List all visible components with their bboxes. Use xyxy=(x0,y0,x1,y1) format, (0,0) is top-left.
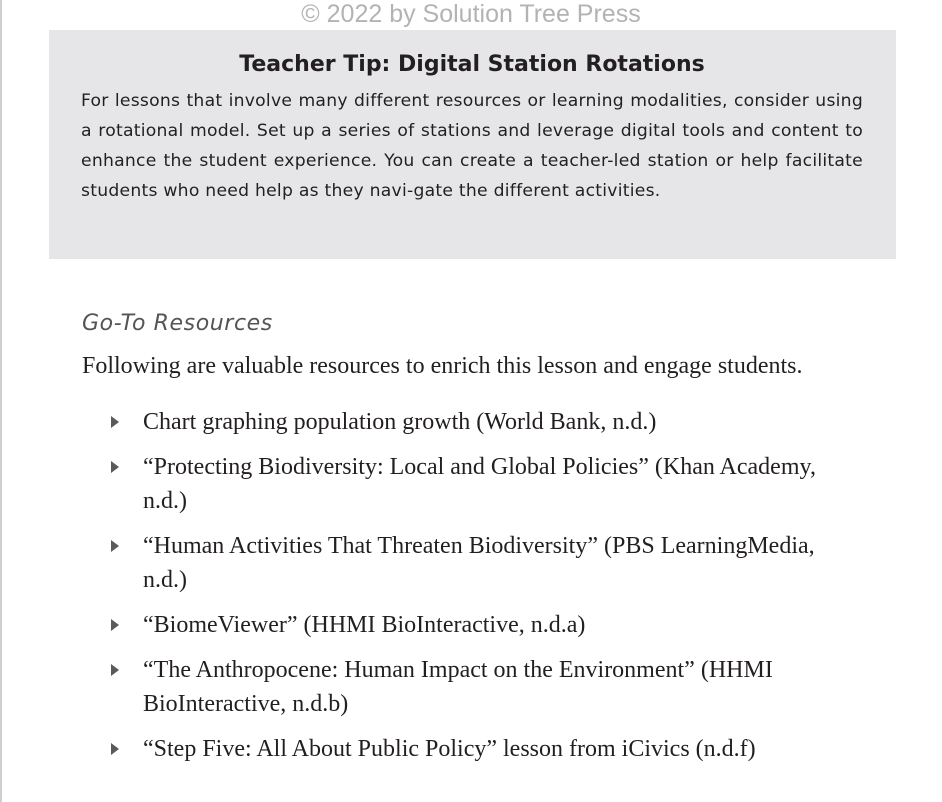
resource-item xyxy=(108,653,828,721)
triangle-bullet-icon xyxy=(111,743,119,755)
resource-item-text: Chart graphing population growth (World Bank, n.d.) xyxy=(143,409,657,435)
resource-item xyxy=(108,405,828,439)
triangle-bullet-icon xyxy=(111,540,119,552)
resource-item-text: “Protecting Biodiversity: Local and Global Policies” (Khan Academy, n.d.) xyxy=(143,454,816,514)
resource-item-text: “The Anthropocene: Human Impact on the Environment” (HHMI BioInteractive, n.d.b) xyxy=(143,657,773,717)
resource-item-text: “BiomeViewer” (HHMI BioInteractive, n.d.a) xyxy=(143,612,586,638)
triangle-bullet-icon xyxy=(111,664,119,676)
resource-item-text: “Human Activities That Threaten Biodiversity” (PBS LearningMedia, n.d.) xyxy=(143,533,815,593)
resource-item-text: “Step Five: All About Public Policy” lesson from iCivics (n.d.f) xyxy=(143,736,756,762)
resource-item xyxy=(108,608,828,642)
resources-heading: Go-To Resources xyxy=(82,311,273,336)
resource-item xyxy=(108,732,828,766)
teacher-tip-body: For lessons that involve many different resources or learning modalities, consider using a rotational model. Set up a series of stations and leverage digital tools and content to enhance the student experience. You can create a teacher-led station or help facilitate students who need help as they navi-gate the different activities. xyxy=(81,91,863,201)
triangle-bullet-icon xyxy=(111,416,119,428)
triangle-bullet-icon xyxy=(111,461,119,473)
triangle-bullet-icon xyxy=(111,619,119,631)
resources-intro: Following are valuable resources to enrich this lesson and engage students. xyxy=(82,353,803,379)
teacher-tip-title: Teacher Tip: Digital Station Rotations xyxy=(239,52,705,77)
teacher-tip-box xyxy=(49,30,896,259)
resource-list xyxy=(108,405,828,777)
page-left-rule xyxy=(0,0,2,802)
copyright-watermark: © 2022 by Solution Tree Press xyxy=(301,0,641,28)
resource-item xyxy=(108,450,828,518)
resource-item xyxy=(108,529,828,597)
